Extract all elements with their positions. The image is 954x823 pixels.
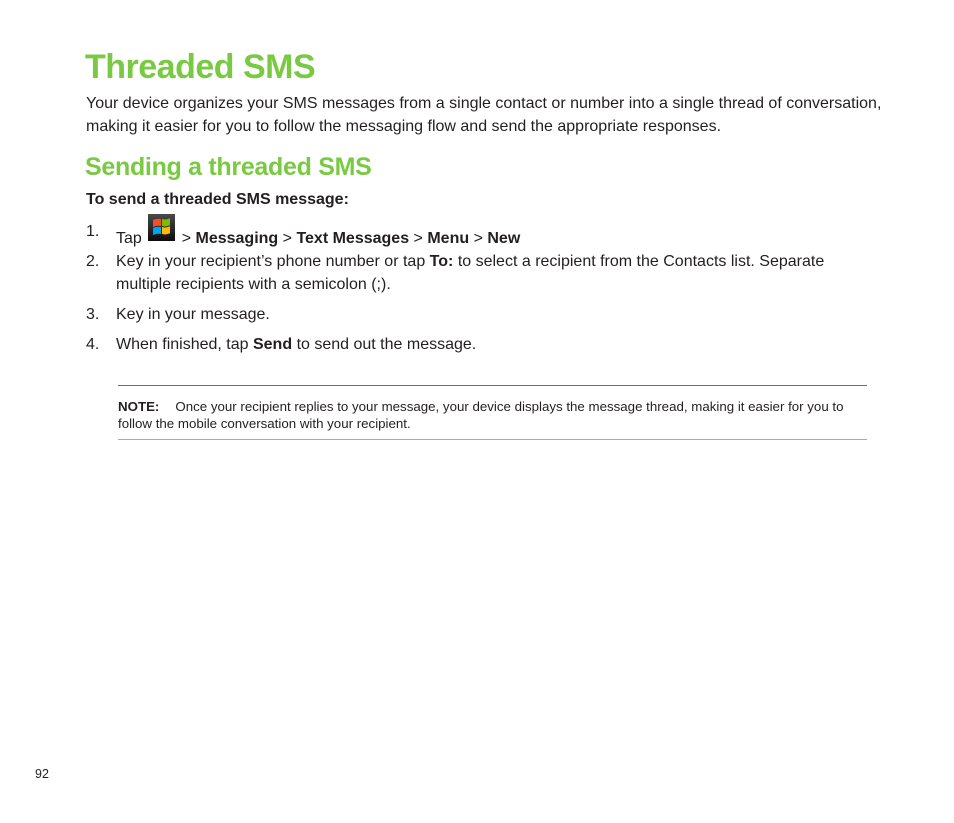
step-text: Tap <box>116 230 142 247</box>
note-label: NOTE: <box>118 399 160 414</box>
step-text: to send out the message. <box>296 336 477 353</box>
step-text: Key in your message. <box>116 306 270 323</box>
breadcrumb-separator: > <box>181 230 192 247</box>
step-1 <box>86 220 876 250</box>
breadcrumb-separator: > <box>413 230 423 247</box>
step-number: 1. <box>86 223 100 240</box>
menu-path-messaging: Messaging <box>195 230 279 247</box>
menu-path-new: New <box>487 230 521 247</box>
step-number: 2. <box>86 253 100 270</box>
send-label: Send <box>252 336 293 353</box>
step-number: 3. <box>86 306 100 323</box>
windows-start-icon <box>148 214 175 241</box>
to-field-label: To: <box>429 253 454 270</box>
page-title: Threaded SMS <box>85 48 316 86</box>
step-text: to select a recipient from the Contacts list. Separate multiple recipients with a semicolon (;). <box>116 253 825 293</box>
intro-paragraph: Your device organizes your SMS messages from a single contact or number into a single thread of conversation, making it easier for you to follow the messaging flow and send the appropriate responses. <box>86 95 882 135</box>
step-3 <box>86 303 876 333</box>
step-number: 4. <box>86 336 100 353</box>
step-2 <box>86 250 876 303</box>
note-text <box>118 398 863 432</box>
procedure-heading: To send a threaded SMS message: <box>86 191 349 208</box>
section-title: Sending a threaded SMS <box>85 153 372 181</box>
step-text: When finished, tap <box>116 336 249 353</box>
step-text: Key in your recipient’s phone number or tap <box>116 253 426 270</box>
note-body: Once your recipient replies to your message, your device displays the message thread, making it easier for you to follow the mobile conversation with your recipient. <box>118 399 844 431</box>
breadcrumb-separator: > <box>282 230 292 247</box>
steps-list <box>86 220 876 363</box>
menu-path-menu: Menu <box>427 230 470 247</box>
menu-path-text-messages: Text Messages <box>296 230 410 247</box>
note-box <box>118 385 867 440</box>
breadcrumb-separator: > <box>473 230 483 247</box>
step-4 <box>86 333 876 363</box>
page-number: 92 <box>35 767 49 781</box>
